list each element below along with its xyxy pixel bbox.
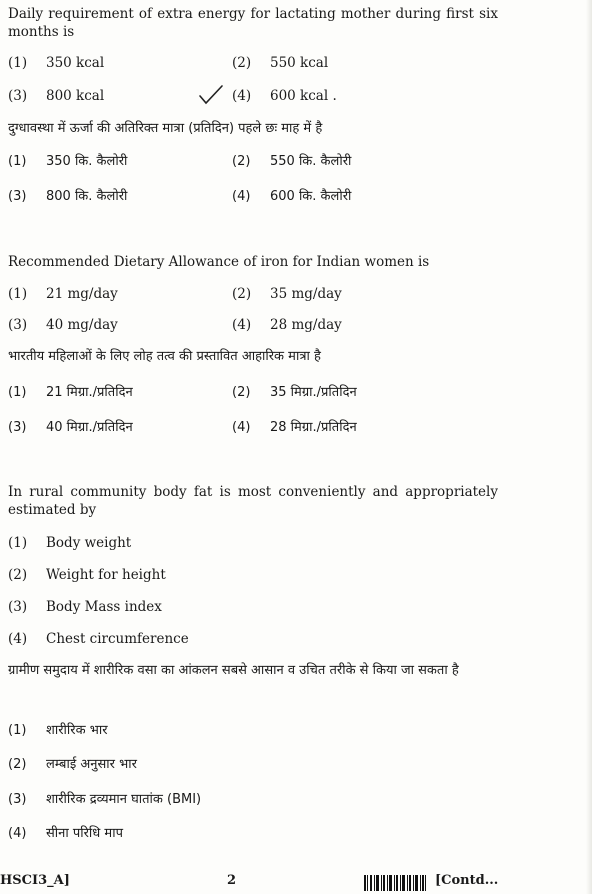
q3-option-1-hi: (1) शारीरिक भार — [8, 723, 108, 738]
q2-option-4-en: (4) 28 mg/day — [232, 317, 342, 333]
q1-option-2-hi: (2) 550 कि. कैलोरी — [232, 154, 352, 169]
q2-option-3-en: (3) 40 mg/day — [8, 317, 118, 333]
q3-text-hi: ग्रामीण समुदाय में शारीरिक वसा का आंकलन सबसे आसान व उचित तरीके से किया जा सकता है — [8, 663, 459, 678]
q2-option-2-en: (2) 35 mg/day — [232, 286, 342, 302]
q3-option-3-en: (3) Body Mass index — [8, 599, 162, 615]
q1-text-en: Daily requirement of extra energy for lactating mother during first six months is — [8, 6, 498, 40]
q2-text-en: Recommended Dietary Allowance of iron for Indian women is — [8, 254, 430, 270]
answer-tick-mark — [198, 84, 224, 106]
q1-option-1-hi: (1) 350 कि. कैलोरी — [8, 154, 128, 169]
q3-option-4-en: (4) Chest circumference — [8, 631, 189, 647]
q3-option-1-en: (1) Body weight — [8, 535, 132, 551]
q3-option-3-hi: (3) शारीरिक द्रव्यमान घातांक (BMI) — [8, 792, 202, 807]
q1-text-hi: दुग्धावस्था में ऊर्जा की अतिरिक्त मात्रा (प्रतिदिन) पहले छः माह में है — [8, 121, 323, 136]
q1-option-3-en: (3) 800 kcal — [8, 88, 105, 104]
q3-option-2-en: (2) Weight for height — [8, 567, 166, 583]
q3-option-4-hi: (4) सीना परिधि माप — [8, 826, 123, 841]
q1-option-2-en: (2) 550 kcal — [232, 55, 329, 71]
paper-code: HSCI3_A] — [0, 873, 70, 888]
q1-option-4-hi: (4) 600 कि. कैलोरी — [232, 189, 352, 204]
barcode-icon — [364, 875, 426, 891]
continued-label: [Contd... — [435, 873, 499, 888]
q2-option-4-hi: (4) 28 मिग्रा./प्रतिदिन — [232, 420, 357, 435]
page-number: 2 — [227, 873, 237, 888]
q1-option-1-en: (1) 350 kcal — [8, 55, 105, 71]
q2-option-2-hi: (2) 35 मिग्रा./प्रतिदिन — [232, 385, 357, 400]
q1-option-4-en: (4) 600 kcal . — [232, 88, 337, 104]
q2-option-3-hi: (3) 40 मिग्रा./प्रतिदिन — [8, 420, 133, 435]
q3-option-2-hi: (2) लम्बाई अनुसार भार — [8, 757, 137, 772]
q2-text-hi: भारतीय महिलाओं के लिए लोह तत्व की प्रस्तावित आहारिक मात्रा है — [8, 349, 321, 364]
page-edge-shadow — [586, 0, 592, 894]
q2-option-1-hi: (1) 21 मिग्रा./प्रतिदिन — [8, 385, 133, 400]
q1-option-3-hi: (3) 800 कि. कैलोरी — [8, 189, 128, 204]
q2-option-1-en: (1) 21 mg/day — [8, 286, 118, 302]
q3-text-en: In rural community body fat is most conveniently and appropriately estimated by — [8, 484, 498, 518]
